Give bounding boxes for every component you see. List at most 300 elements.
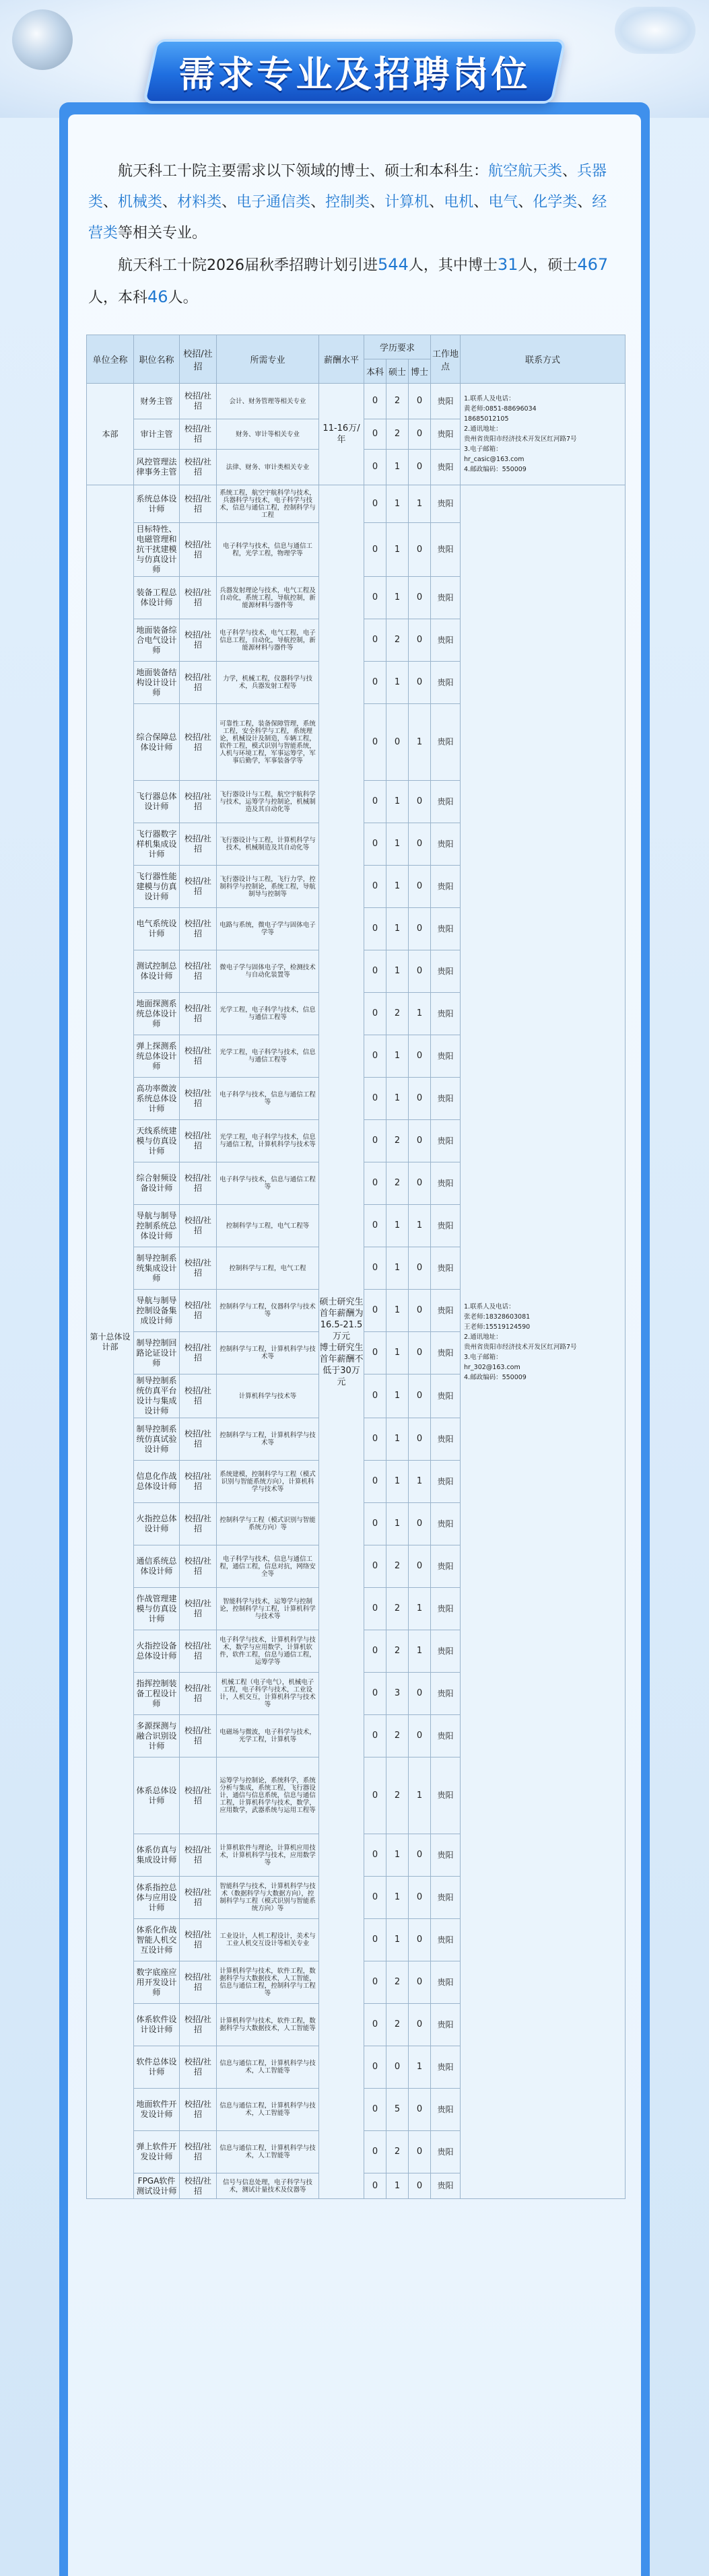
position-cell: 地面探测系统总体设计师 [134,993,180,1035]
type-cell: 校招/社招 [180,577,217,619]
bachelor-count-cell: 0 [364,523,386,577]
master-count-cell: 1 [386,450,409,485]
major-cell: 电磁场与微波，电子科学与技术，光学工程，计算机等 [217,1715,319,1757]
major-category: 机械类 [118,194,163,211]
position-cell: 制导控制系统仿真试验设计师 [134,1418,180,1461]
type-cell: 校招/社招 [180,1673,217,1715]
major-category: 电子通信类 [236,194,311,211]
major-category: 控制类 [325,194,370,211]
header-location: 工作地点 [431,335,461,384]
bachelor-count-cell: 0 [364,1332,386,1374]
type-cell: 校招/社招 [180,2173,217,2199]
phd-count-cell: 0 [409,823,431,866]
plan-text: 人，其中博士 [408,257,498,274]
master-count-cell: 1 [386,577,409,619]
type-cell: 校招/社招 [180,1588,217,1630]
type-cell: 校招/社招 [180,450,217,485]
master-count-cell: 2 [386,2131,409,2173]
phd-count-cell: 0 [409,1035,431,1078]
major-cell: 电子科学与技术，信息与通信工程，光学工程，物理学等 [217,523,319,577]
type-cell: 校招/社招 [180,1961,217,2004]
major-cell: 计算机软件与理论，计算机应用技术，计算机科学与技术，应用数学等 [217,1834,319,1877]
phd-count-cell: 0 [409,1374,431,1418]
location-cell: 贵阳 [431,1418,461,1461]
master-count-cell: 1 [386,1247,409,1290]
location-cell: 贵阳 [431,993,461,1035]
type-cell: 校招/社招 [180,1332,217,1374]
bachelor-count-cell: 0 [364,781,386,823]
location-cell: 贵阳 [431,1757,461,1834]
location-cell: 贵阳 [431,1035,461,1078]
location-cell: 贵阳 [431,2004,461,2046]
major-cell: 信息与通信工程，计算机科学与技术，人工智能等 [217,2131,319,2173]
type-cell: 校招/社招 [180,1247,217,1290]
position-cell: 弹上探测系统总体设计师 [134,1035,180,1078]
bachelor-count-cell: 0 [364,823,386,866]
master-count-cell: 1 [386,1035,409,1078]
type-cell: 校招/社招 [180,993,217,1035]
major-cell: 电子科学与技术，信息与通信工程，通信工程，信息对抗，网络安全等 [217,1545,319,1588]
master-count-cell: 1 [386,1461,409,1503]
master-count-cell: 1 [386,1374,409,1418]
bachelor-count-cell: 0 [364,1247,386,1290]
bachelor-count-cell: 0 [364,662,386,704]
table-row [87,384,626,419]
bachelor-count-cell: 0 [364,1630,386,1673]
location-cell: 贵阳 [431,781,461,823]
bachelor-count-cell: 0 [364,2004,386,2046]
major-cell: 信息与通信工程，计算机科学与技术，人工智能等 [217,2046,319,2089]
master-count-cell: 0 [386,2046,409,2089]
recruitment-table [86,335,626,2199]
phd-count-cell: 0 [409,619,431,662]
major-cell: 电子科学与技术，电气工程，电子信息工程，自动化，导航控制，新能源材料与器件等 [217,619,319,662]
phd-count-cell: 0 [409,781,431,823]
master-count-cell: 2 [386,1162,409,1205]
bachelor-count-cell: 0 [364,950,386,993]
master-count-cell: 2 [386,419,409,450]
phd-count-cell: 0 [409,450,431,485]
type-cell: 校招/社招 [180,823,217,866]
position-cell: 火指控设备总体设计师 [134,1630,180,1673]
phd-count-cell: 0 [409,1418,431,1461]
phd-count-cell: 0 [409,1162,431,1205]
type-cell: 校招/社招 [180,619,217,662]
phd-count-cell: 1 [409,1588,431,1630]
major-cell: 法律、财务、审计类相关专业 [217,450,319,485]
header-type: 校招/社招 [180,335,217,384]
bachelor-count-cell: 0 [364,1834,386,1877]
type-cell: 校招/社招 [180,1877,217,1919]
position-cell: 弹上软件开发设计师 [134,2131,180,2173]
bachelor-count-cell: 0 [364,1162,386,1205]
master-count-cell: 5 [386,2089,409,2131]
major-cell: 系统工程，航空宇航科学与技术，兵器科学与技术，电子科学与技术，信息与通信工程，控制科学与工程 [217,485,319,523]
position-cell: 体系化作战智能人机交互设计师 [134,1919,180,1961]
plan-text: 人，本科 [88,289,148,306]
table-row [87,485,626,523]
location-cell: 贵阳 [431,523,461,577]
position-cell: 风控管理法律事务主管 [134,450,180,485]
position-cell: 飞行器性能建模与仿真设计师 [134,866,180,908]
phd-count-cell: 0 [409,2173,431,2199]
bachelor-count-cell: 0 [364,1588,386,1630]
bachelor-count-cell: 0 [364,419,386,450]
major-cell: 控制科学与工程（模式识别与智能系统方向）等 [217,1503,319,1545]
position-cell: 制导控制回路论证设计师 [134,1332,180,1374]
plan-text: 航天科工十院2026届秋季招聘计划引进 [118,257,378,274]
location-cell: 贵阳 [431,704,461,781]
major-cell: 控制科学与工程，电气工程等 [217,1205,319,1247]
master-count-cell: 2 [386,619,409,662]
master-count-cell: 1 [386,950,409,993]
master-count-cell: 2 [386,1545,409,1588]
phd-count-cell: 0 [409,577,431,619]
major-cell: 系统建模，控制科学与工程（模式识别与智能系统方向），计算机科学与技术等 [217,1461,319,1503]
phd-count-cell: 0 [409,1247,431,1290]
header-education: 学历要求 [364,335,431,359]
major-cell: 力学，机械工程，仪器科学与技术，兵器发射工程等 [217,662,319,704]
master-count-cell: 1 [386,781,409,823]
bachelor-count-cell: 0 [364,485,386,523]
type-cell: 校招/社招 [180,704,217,781]
major-category: 航空航天类 [488,163,563,180]
type-cell: 校招/社招 [180,2089,217,2131]
type-cell: 校招/社招 [180,1503,217,1545]
bachelor-count-cell: 0 [364,908,386,950]
intro-lead: 航天科工十院主要需求以下领域的博士、硕士和本科生： [118,163,489,180]
phd-count-cell: 0 [409,1919,431,1961]
position-cell: 测试控制总体设计师 [134,950,180,993]
bachelor-count-cell: 0 [364,1961,386,2004]
major-cell: 计算机科学与技术，软件工程，数据科学与大数据技术，人工智能，信息与通信工程，控制科学与工程等 [217,1961,319,2004]
type-cell: 校招/社招 [180,1205,217,1247]
phd-count-cell: 0 [409,419,431,450]
cloud-decoration [615,7,696,54]
header-bachelor: 本科 [364,359,386,384]
location-cell: 贵阳 [431,1961,461,2004]
location-cell: 贵阳 [431,2089,461,2131]
bachelor-count-cell: 0 [364,619,386,662]
major-cell: 电子科学与技术，计算机科学与技术，数学与应用数学，计算机软件，软件工程，信息与通信工程，运筹学等 [217,1630,319,1673]
type-cell: 校招/社招 [180,866,217,908]
position-cell: 体系软件设计设计师 [134,2004,180,2046]
major-category: 经营类 [88,194,607,242]
major-cell: 飞行器设计与工程，飞行力学，控制科学与控制论，系统工程，导航制导与控制等 [217,866,319,908]
bachelor-count-cell: 0 [364,1919,386,1961]
major-cell: 光学工程，电子科学与技术，信息与通信工程，计算机科学与技术等 [217,1120,319,1162]
type-cell: 校招/社招 [180,1715,217,1757]
major-cell: 光学工程，电子科学与技术，信息与通信工程等 [217,993,319,1035]
position-cell: 电气系统设计师 [134,908,180,950]
header-unit: 单位全称 [87,335,134,384]
master-count-cell: 1 [386,1078,409,1120]
type-cell: 校招/社招 [180,781,217,823]
major-cell: 运筹学与控制论，系统科学，系统分析与集成，系统工程，飞行器设计，通信与信息系统，信息与通信工程，计算机科学与技术，数学，应用数学，武器系统与运用工程等 [217,1757,319,1834]
intro-majors-paragraph [88,156,620,249]
header-master: 硕士 [386,359,409,384]
position-cell: 体系指控总体与应用设计师 [134,1877,180,1919]
bachelor-count-cell: 0 [364,2131,386,2173]
major-cell: 可靠性工程，装备保障管理，系统工程，安全科学与工程，系统理论，机械设计及制造，车辆工程，软件工程，模式识别与智能系统，人机与环境工程，军事运筹学，军事后勤学，军事装备学等 [217,704,319,781]
bachelor-count-cell: 0 [364,1545,386,1588]
type-cell: 校招/社招 [180,485,217,523]
location-cell: 贵阳 [431,1630,461,1673]
phd-count-cell: 0 [409,2131,431,2173]
location-cell: 贵阳 [431,1545,461,1588]
location-cell: 贵阳 [431,577,461,619]
type-cell: 校招/社招 [180,1545,217,1588]
type-cell: 校招/社招 [180,384,217,419]
major-cell: 飞行器设计与工程，计算机科学与技术，机械制造及其自动化等 [217,823,319,866]
phd-count-cell: 0 [409,384,431,419]
phd-count-cell: 0 [409,1715,431,1757]
master-count-cell: 2 [386,1120,409,1162]
phd-count-cell: 0 [409,1961,431,2004]
bachelor-count-cell: 0 [364,1877,386,1919]
type-cell: 校招/社招 [180,1120,217,1162]
position-cell: 软件总体设计师 [134,2046,180,2089]
position-cell: 飞行器数字样机集成设计师 [134,823,180,866]
position-cell: 装备工程总体设计师 [134,577,180,619]
position-cell: 信息化作战总体设计师 [134,1461,180,1503]
location-cell: 贵阳 [431,485,461,523]
bachelor-count-cell: 0 [364,450,386,485]
type-cell: 校招/社招 [180,1374,217,1418]
phd-count-cell: 0 [409,1877,431,1919]
phd-count-cell: 0 [409,523,431,577]
unit-cell: 第十总体设计部 [87,485,134,2199]
type-cell: 校招/社招 [180,1461,217,1503]
position-cell: 指挥控制装备工程设计师 [134,1673,180,1715]
type-cell: 校招/社招 [180,1919,217,1961]
bachelor-count-cell: 0 [364,1503,386,1545]
major-cell: 控制科学与工程，电气工程 [217,1247,319,1290]
header-major: 所需专业 [217,335,319,384]
total-count: 544 [378,255,409,274]
phd-count-cell: 0 [409,2004,431,2046]
salary-cell: 11-16万/年 [319,384,364,485]
position-cell: 财务主管 [134,384,180,419]
type-cell: 校招/社招 [180,1035,217,1078]
location-cell: 贵阳 [431,1374,461,1418]
location-cell: 贵阳 [431,866,461,908]
master-count-cell: 1 [386,2173,409,2199]
phd-count-cell: 1 [409,1757,431,1834]
location-cell: 贵阳 [431,450,461,485]
major-cell: 控制科学与工程，计算机科学与技术等 [217,1332,319,1374]
phd-count-cell: 0 [409,866,431,908]
unit-cell: 本部 [87,384,134,485]
phd-count-cell: 0 [409,1332,431,1374]
location-cell: 贵阳 [431,1120,461,1162]
major-cell: 机械工程（电子电气），机械电子工程，电子科学与技术，工业设计，人机交互，计算机科学与技术等 [217,1673,319,1715]
major-cell: 信号与信息处理，电子科学与技术，测试计量技术及仪器等 [217,2173,319,2199]
location-cell: 贵阳 [431,1877,461,1919]
major-cell: 电子科学与技术，信息与通信工程等 [217,1162,319,1205]
master-count-cell: 0 [386,704,409,781]
phd-count-cell: 1 [409,485,431,523]
recruitment-table-wrap [86,335,625,2199]
position-cell: 制导控制系统集成设计师 [134,1247,180,1290]
intro-text [88,156,620,314]
header-contact: 联系方式 [461,335,626,384]
phd-count-cell: 0 [409,1503,431,1545]
position-cell: 火指控总体设计师 [134,1503,180,1545]
location-cell: 贵阳 [431,1162,461,1205]
bachelor-count-cell: 0 [364,866,386,908]
location-cell: 贵阳 [431,1461,461,1503]
header-salary: 薪酬水平 [319,335,364,384]
master-count-cell: 2 [386,2004,409,2046]
position-cell: 目标特性、电磁管理和抗干扰建模与仿真设计师 [134,523,180,577]
location-cell: 贵阳 [431,1503,461,1545]
bachelor-count-cell: 0 [364,1290,386,1332]
position-cell: 通信系统总体设计师 [134,1545,180,1588]
phd-count-cell: 0 [409,1078,431,1120]
location-cell: 贵阳 [431,1078,461,1120]
type-cell: 校招/社招 [180,523,217,577]
major-cell: 微电子学与固体电子学，检测技术与自动化装置等 [217,950,319,993]
major-cell: 工业设计，人机工程设计，美术与工业人机交互设计等相关专业 [217,1919,319,1961]
bachelor-count-cell: 0 [364,384,386,419]
position-cell: 天线系统建模与仿真设计师 [134,1120,180,1162]
position-cell: 地面软件开发设计师 [134,2089,180,2131]
location-cell: 贵阳 [431,1673,461,1715]
location-cell: 贵阳 [431,2046,461,2089]
bachelor-count-cell: 0 [364,993,386,1035]
position-cell: 综合射频设备设计师 [134,1162,180,1205]
type-cell: 校招/社招 [180,2004,217,2046]
major-cell: 计算机科学与技术，软件工程，数据科学与大数据技术，人工智能等 [217,2004,319,2046]
bachelor-count-cell: 0 [364,1205,386,1247]
bachelor-count-cell: 0 [364,2046,386,2089]
location-cell: 贵阳 [431,2131,461,2173]
type-cell: 校招/社招 [180,1162,217,1205]
master-count-cell: 2 [386,1715,409,1757]
location-cell: 贵阳 [431,908,461,950]
salary-cell: 硕士研究生首年薪酬为16.5-21.5万元 博士研究生首年薪酬不低于30万元 [319,485,364,2199]
location-cell: 贵阳 [431,2173,461,2199]
position-cell: 综合保障总体设计师 [134,704,180,781]
position-cell: 体系总体设计师 [134,1757,180,1834]
bachelor-count-cell: 0 [364,2173,386,2199]
bachelor-count-cell: 0 [364,1035,386,1078]
satellite-decoration [12,9,73,70]
position-cell: 地面装备结构设计设计师 [134,662,180,704]
location-cell: 贵阳 [431,823,461,866]
master-count-cell: 1 [386,1919,409,1961]
phd-count-cell: 1 [409,1205,431,1247]
master-count-cell: 1 [386,908,409,950]
master-count-cell: 2 [386,1630,409,1673]
master-count-cell: 2 [386,1757,409,1834]
major-cell: 光学工程，电子科学与技术，信息与通信工程等 [217,1035,319,1078]
type-cell: 校招/社招 [180,419,217,450]
position-cell: 体系仿真与集成设计师 [134,1834,180,1877]
type-cell: 校招/社招 [180,1418,217,1461]
major-cell: 兵器发射理论与技术，电气工程及自动化，系统工程，导航控制，新能源材料与器件等 [217,577,319,619]
type-cell: 校招/社招 [180,2131,217,2173]
location-cell: 贵阳 [431,1332,461,1374]
contact-cell: 1.联系人及电话： 黄老师:0851-88696034 18685012105 2.通讯地址： 贵州省贵阳市经济技术开发区红河路7号 3.电子邮箱： hr_casic@163.com 4.邮政编码：550009 [461,384,626,485]
type-cell: 校招/社招 [180,1834,217,1877]
major-cell: 信息与通信工程，计算机科学与技术，人工智能等 [217,2089,319,2131]
bachelor-count-cell: 0 [364,704,386,781]
phd-count-cell: 0 [409,2089,431,2131]
phd-count-cell: 0 [409,1834,431,1877]
bachelor-count-cell: 0 [364,2089,386,2131]
majors-list: 航空航天类、兵器类、机械类、材料类、电子通信类、控制类、计算机、电机、电气、化学类、经营类 [88,163,607,242]
phd-count-cell: 1 [409,704,431,781]
bachelor-count-cell: 0 [364,1374,386,1418]
master-count-cell: 1 [386,823,409,866]
position-cell: 导航与制导控制系统总体设计师 [134,1205,180,1247]
major-category: 电气 [488,194,518,211]
major-category: 计算机 [384,194,430,211]
phd-count: 31 [497,255,518,274]
bachelor-count-cell: 0 [364,1715,386,1757]
type-cell: 校招/社招 [180,950,217,993]
master-count-cell: 1 [386,1503,409,1545]
phd-count-cell: 0 [409,1120,431,1162]
location-cell: 贵阳 [431,950,461,993]
phd-count-cell: 0 [409,662,431,704]
location-cell: 贵阳 [431,662,461,704]
bachelor-count: 46 [147,287,168,306]
major-cell: 控制科学与工程，仪器科学与技术等 [217,1290,319,1332]
major-category: 兵器类 [88,163,607,211]
major-cell: 飞行器设计与工程，航空宇航科学与技术，运筹学与控制论，机械制造及其自动化等 [217,781,319,823]
master-count-cell: 1 [386,1205,409,1247]
bachelor-count-cell: 0 [364,1461,386,1503]
contact-cell: 1.联系人及电话： 张老师:18328603081 王老师:15519124590 2.通讯地址： 贵州省贵阳市经济技术开发区红河路7号 3.电子邮箱： hr_302@163.com 4.邮政编码：550009 [461,485,626,2199]
position-cell: 作战管理建模与仿真设计师 [134,1588,180,1630]
master-count-cell: 1 [386,1332,409,1374]
major-category: 电机 [444,194,474,211]
intro-tail: 等相关专业。 [118,225,207,242]
location-cell: 贵阳 [431,1919,461,1961]
phd-count-cell: 1 [409,1630,431,1673]
bachelor-count-cell: 0 [364,577,386,619]
location-cell: 贵阳 [431,1588,461,1630]
master-count: 467 [577,255,609,274]
location-cell: 贵阳 [431,419,461,450]
major-cell: 智能科学与技术，计算机科学与技术（数据科学与大数据方向），控制科学与工程（模式识别与智能系统方向）等 [217,1877,319,1919]
master-count-cell: 1 [386,662,409,704]
location-cell: 贵阳 [431,1715,461,1757]
phd-count-cell: 0 [409,1673,431,1715]
master-count-cell: 1 [386,1418,409,1461]
plan-text: 人，硕士 [518,257,578,274]
master-count-cell: 1 [386,1290,409,1332]
position-cell: 系统总体设计师 [134,485,180,523]
position-cell: 飞行器总体设计师 [134,781,180,823]
master-count-cell: 1 [386,523,409,577]
master-count-cell: 2 [386,1961,409,2004]
position-cell: 导航与制导控制设备集成设计师 [134,1290,180,1332]
major-category: 化学类 [533,194,578,211]
position-cell: 制导控制系统仿真平台设计与集成设计师 [134,1374,180,1418]
location-cell: 贵阳 [431,1834,461,1877]
phd-count-cell: 1 [409,1461,431,1503]
master-count-cell: 1 [386,1877,409,1919]
major-cell: 智能科学与技术，运筹学与控制论，控制科学与工程，计算机科学与技术等 [217,1588,319,1630]
bachelor-count-cell: 0 [364,1078,386,1120]
major-cell: 财务、审计等相关专业 [217,419,319,450]
major-cell: 电子科学与技术，信息与通信工程等 [217,1078,319,1120]
phd-count-cell: 0 [409,908,431,950]
